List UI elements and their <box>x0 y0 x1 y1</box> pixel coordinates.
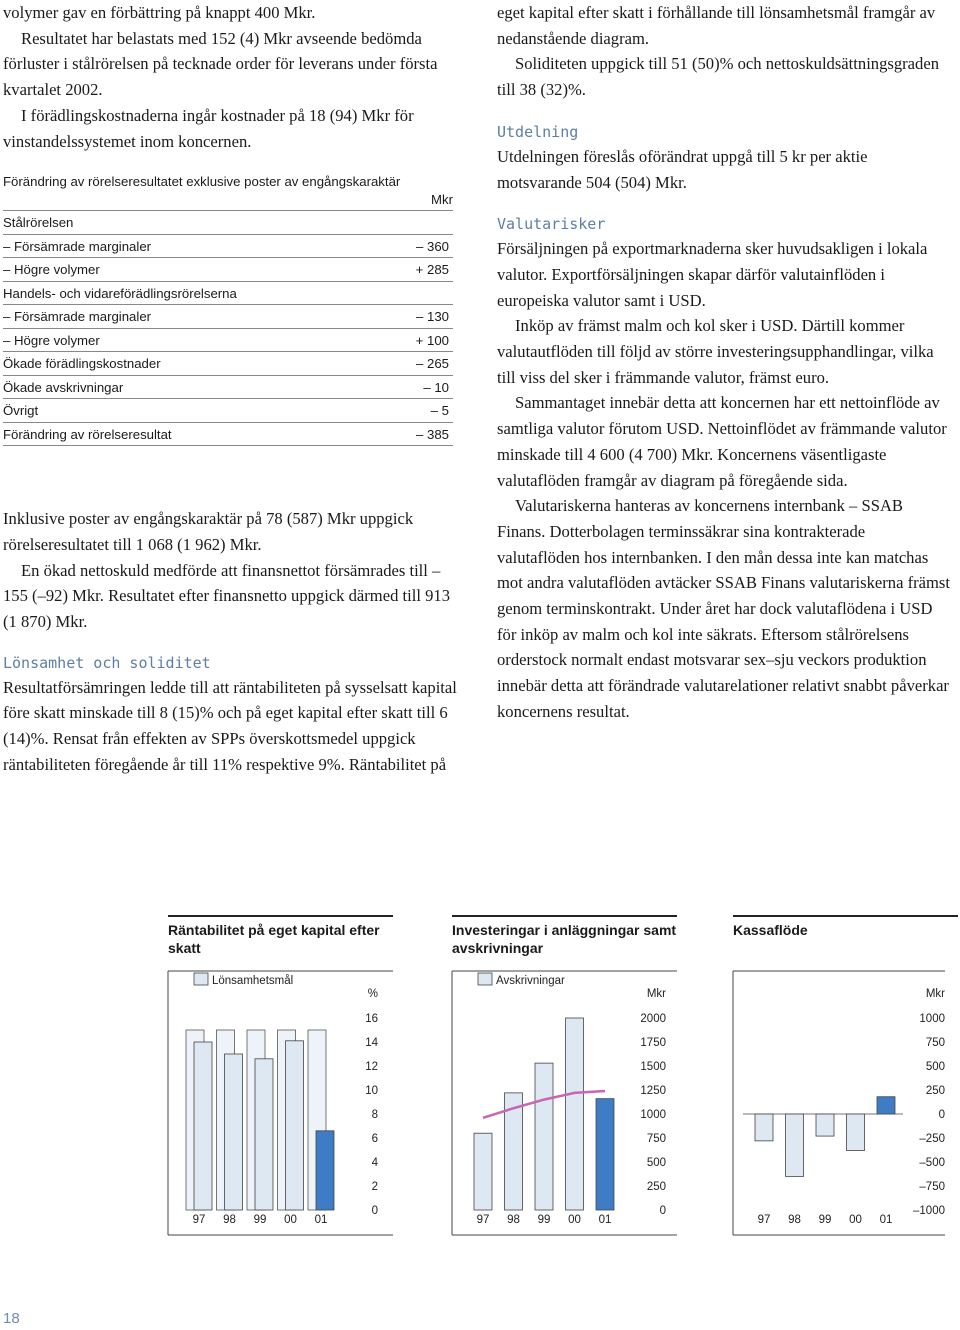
table-row <box>3 235 453 259</box>
x-tick-label: 00 <box>568 1214 581 1226</box>
x-tick-label: 99 <box>537 1214 551 1226</box>
row-value: – 130 <box>415 309 449 325</box>
row-value <box>449 211 453 234</box>
y-tick-label: 500 <box>646 1157 666 1169</box>
y-tick-label: 500 <box>925 1061 945 1073</box>
paragraph: eget kapital efter skatt i förhållande till lönsamhetsmål framgår av nedanstående diagram. <box>497 3 936 48</box>
row-value: – 265 <box>415 356 449 372</box>
cashflow-bar <box>816 1114 834 1136</box>
section-heading: Utdelning <box>497 122 579 141</box>
x-tick-label: 98 <box>223 1214 236 1226</box>
y-tick-label: 16 <box>365 1013 378 1025</box>
row-label: – Högre volymer <box>3 262 100 278</box>
chart-investeringar <box>452 915 687 1245</box>
y-tick-label: 1750 <box>640 1037 666 1049</box>
paragraph: I förädlingskostnaderna ingår kostnader på 18 (94) Mkr för vinstandelssystemet inom koncernen. <box>3 105 414 151</box>
table-row <box>3 282 453 306</box>
cashflow-bar <box>786 1114 804 1176</box>
table-caption: Förändring av rörelseresultatet exklusive poster av engångskaraktär <box>3 174 401 190</box>
y-tick-label: 250 <box>925 1085 945 1097</box>
x-tick-label: 00 <box>849 1214 862 1226</box>
legend-label: Avskrivningar <box>496 975 565 987</box>
y-tick-label: 250 <box>646 1181 666 1193</box>
x-tick-label: 98 <box>507 1214 520 1226</box>
chart-title: Investeringar i anläggningar samt avskrivningar <box>452 922 677 956</box>
value-bar <box>194 1042 212 1210</box>
x-tick-label: 98 <box>788 1214 801 1226</box>
y-tick-label: 8 <box>371 1109 378 1121</box>
paragraph: Sammantaget innebär detta att koncernen har ett nettoinflöde av samtliga valutor förutom USD. Nettoinflödet av främmande valutor minskade till 4 600 (4 700) Mkr. Koncernens väsentligaste valutaflöden framgår av diagram på föregående sida. <box>497 393 947 490</box>
change-table <box>3 174 453 446</box>
section-heading: Lönsamhet och soliditet <box>3 653 211 672</box>
y-tick-label: 1000 <box>640 1109 666 1121</box>
chart-kassaflode <box>733 915 953 1245</box>
y-tick-label: 2 <box>371 1181 378 1193</box>
x-tick-label: 97 <box>476 1214 490 1226</box>
unit-label: Mkr <box>925 988 945 1000</box>
y-tick-label: 2000 <box>640 1013 666 1025</box>
row-label: – Försämrade marginaler <box>3 309 152 325</box>
row-label: Förändring av rörelseresultat <box>3 426 172 442</box>
unit-label: % <box>367 988 378 1000</box>
paragraph: Resultatförsämringen ledde till att räntabiliteten på sysselsatt kapital före skatt minskade till 8 (15)% och på eget kapital efter skatt till 6 (14)%. Rensat från effekten av SPPs överskottsmedel uppgick räntabiliteten föregående år till 11% respektive 9%. Räntabilitet på <box>3 677 457 774</box>
table-row <box>3 305 453 329</box>
y-tick-label: 14 <box>365 1037 378 1049</box>
table-unit: Mkr <box>3 192 453 211</box>
value-bar <box>225 1054 243 1210</box>
cashflow-bar <box>755 1114 773 1141</box>
paragraph: Inköp av främst malm och kol sker i USD. Därtill kommer valutautflöden till följd av större investeringsupphandlingar, vilka till viss del sker i främmande valutor, främst euro. <box>497 316 934 387</box>
investment-bar <box>566 1018 584 1210</box>
table-row <box>3 329 453 353</box>
y-tick-label: 750 <box>646 1133 666 1145</box>
y-tick-label: 0 <box>659 1205 666 1217</box>
row-label: Stålrörelsen <box>3 215 74 231</box>
row-value: – 10 <box>423 379 449 395</box>
page-number: 18 <box>3 1310 20 1327</box>
row-label: Ökade avskrivningar <box>3 379 124 395</box>
paragraph: Valutariskerna hanteras av koncernens internbank – SSAB Finans. Dotterbolagen terminssäkrar sina kontrakterade valutaflöden hos internbanken. I den mån dessa inte kan matchas mot andra valutaflöden avtäcker SSAB Finans valutariskerna främst genom terminskontrakt. Under året har dock valutaflödena i USD för inköp av malm och kol inte säkrats. Eftersom stålrörelsens orderstock normalt endast motsvarar sex–sju veckors produktion innebär detta att förändrade valutarelationer relativt snabbt påverkar koncernens resultat. <box>497 496 950 721</box>
y-tick-label: 1250 <box>640 1085 666 1097</box>
chart-title: Räntabilitet på eget kapital efter skatt <box>168 922 380 956</box>
value-bar <box>316 1131 334 1210</box>
y-tick-label: 4 <box>371 1157 378 1169</box>
legend-swatch <box>194 973 208 985</box>
paragraph: Soliditeten uppgick till 51 (50)% och nettoskuldsättningsgraden till 38 (32)%. <box>497 54 939 100</box>
chart-svg <box>452 915 687 1245</box>
legend-label: Lönsamhetsmål <box>212 975 294 987</box>
y-tick-label: –1000 <box>913 1205 945 1217</box>
x-tick-label: 97 <box>192 1214 206 1226</box>
paragraph: Resultatet har belastats med 152 (4) Mkr avseende bedömda förluster i stålrörelsen på tecknade order för leverans under första kvartalet 2002. <box>3 28 438 100</box>
y-tick-label: –500 <box>919 1157 945 1169</box>
x-tick-label: 01 <box>598 1214 612 1226</box>
paragraph: En ökad nettoskuld medförde att finansnettot försämrades till –155 (–92) Mkr. Resultatet efter finansnetto uppgick därmed till 913 (1 870) Mkr. <box>3 560 451 632</box>
table-row <box>3 399 453 423</box>
x-tick-label: 01 <box>879 1214 893 1226</box>
row-value: – 385 <box>415 426 449 442</box>
x-tick-label: 99 <box>818 1214 832 1226</box>
paragraph: volymer gav en förbättring på knappt 400 Mkr. <box>3 3 316 22</box>
cashflow-bar <box>847 1114 865 1150</box>
right-column <box>497 0 952 725</box>
table-row <box>3 352 453 376</box>
y-tick-label: 1500 <box>640 1061 666 1073</box>
row-label: Handels- och vidareförädlingsrörelserna <box>3 285 237 301</box>
table-rows <box>3 211 453 446</box>
y-tick-label: –250 <box>919 1133 945 1145</box>
chart-title: Kassaflöde <box>733 922 808 938</box>
row-label: – Försämrade marginaler <box>3 238 152 254</box>
value-bar <box>286 1041 304 1210</box>
section-heading: Valutarisker <box>497 215 606 234</box>
chart-svg <box>733 915 953 1245</box>
paragraph: Inklusive poster av engångskaraktär på 78 (587) Mkr uppgick rörelseresultatet till 1 068 (1 962) Mkr. <box>3 509 414 554</box>
legend-swatch <box>478 973 492 985</box>
chart-svg <box>168 915 403 1245</box>
row-value: + 100 <box>415 332 449 348</box>
x-tick-label: 99 <box>253 1214 267 1226</box>
investment-bar <box>535 1063 553 1210</box>
row-value: + 285 <box>415 262 449 278</box>
x-tick-label: 97 <box>757 1214 771 1226</box>
cashflow-bar <box>877 1097 895 1114</box>
y-tick-label: 12 <box>365 1061 378 1073</box>
row-label: – Högre volymer <box>3 332 100 348</box>
y-tick-label: 1000 <box>919 1013 945 1025</box>
y-tick-label: 0 <box>371 1205 378 1217</box>
x-tick-label: 00 <box>284 1214 297 1226</box>
y-tick-label: 0 <box>938 1109 945 1121</box>
table-row <box>3 258 453 282</box>
value-bar <box>255 1059 273 1210</box>
paragraph: Utdelningen föreslås oförändrat uppgå till 5 kr per aktie motsvarande 504 (504) Mkr. <box>497 146 868 192</box>
row-label: Övrigt <box>3 403 39 419</box>
investment-bar <box>596 1099 614 1210</box>
x-tick-label: 01 <box>314 1214 328 1226</box>
paragraph: Försäljningen på exportmarknaderna sker huvudsakligen i lokala valutor. Exportförsäljningen skapar därför valutainflöden i europeiska valutor samt i USD. <box>497 239 928 310</box>
left-column <box>3 0 458 778</box>
y-tick-label: 750 <box>925 1037 945 1049</box>
unit-label: Mkr <box>646 988 666 1000</box>
row-label: Ökade förädlingskostnader <box>3 356 161 372</box>
y-tick-label: –750 <box>919 1181 945 1193</box>
row-value: – 360 <box>415 238 449 254</box>
row-value: – 5 <box>430 403 449 419</box>
table-row <box>3 211 453 235</box>
y-tick-label: 10 <box>365 1085 378 1097</box>
table-row <box>3 376 453 400</box>
row-value <box>449 282 453 305</box>
table-row <box>3 423 453 447</box>
y-tick-label: 6 <box>371 1133 378 1145</box>
investment-bar <box>474 1133 492 1210</box>
chart-rantabilitet <box>168 915 403 1245</box>
